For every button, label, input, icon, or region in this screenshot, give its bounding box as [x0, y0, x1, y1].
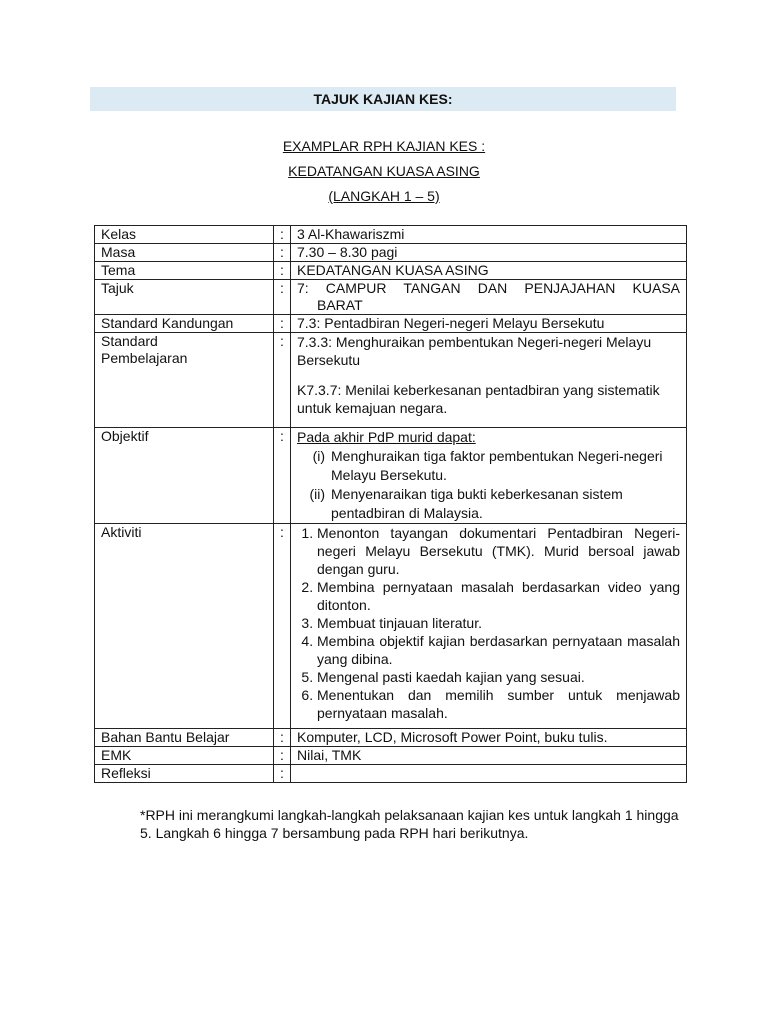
- label-standard-pembelajaran-line2: Pembelajaran: [101, 350, 188, 366]
- colon: :: [274, 524, 291, 729]
- row-aktiviti: [95, 524, 687, 729]
- value-kelas: 3 Al-Khawariszmi: [291, 226, 687, 244]
- label-standard-kandungan: Standard Kandungan: [95, 315, 274, 333]
- row-kelas: [95, 226, 687, 244]
- title-bar: [90, 87, 676, 111]
- list-item: [297, 447, 680, 485]
- colon: :: [274, 315, 291, 333]
- colon: :: [274, 280, 291, 315]
- label-standard-pembelajaran: [95, 333, 274, 428]
- row-emk: [95, 747, 687, 765]
- list-item: [297, 485, 680, 523]
- heading-line-2: KEDATANGAN KUASA ASING: [288, 163, 480, 179]
- row-standard-kandungan: [95, 315, 687, 333]
- label-masa: Masa: [95, 244, 274, 262]
- page-title: TAJUK KAJIAN KES:: [313, 91, 453, 107]
- list-item: 3. Membuat tinjauan literatur.: [317, 614, 680, 632]
- value-tema: KEDATANGAN KUASA ASING: [291, 262, 687, 280]
- label-refleksi: Refleksi: [95, 765, 274, 783]
- aktiviti-list: [297, 524, 680, 722]
- value-tajuk-line1: 7: CAMPUR TANGAN DAN PENJAJAHAN KUASA: [297, 280, 680, 296]
- list-item: 6. Menentukan dan memilih sumber untuk menjawab pernyataan masalah.: [317, 686, 680, 722]
- objektif-intro: Pada akhir PdP murid dapat:: [297, 429, 476, 445]
- list-item: 2. Membina pernyataan masalah berdasarkan video yang ditonton.: [317, 578, 680, 614]
- value-refleksi: [291, 765, 687, 783]
- value-masa: 7.30 – 8.30 pagi: [291, 244, 687, 262]
- value-tajuk-line2: BARAT: [317, 297, 363, 313]
- colon: :: [274, 428, 291, 524]
- heading-line-1: EXAMPLAR RPH KAJIAN KES :: [282, 138, 486, 154]
- colon: :: [274, 244, 291, 262]
- colon: :: [274, 262, 291, 280]
- list-marker: (i): [312, 448, 325, 464]
- colon: :: [274, 747, 291, 765]
- label-kelas: Kelas: [95, 226, 274, 244]
- colon: :: [274, 333, 291, 428]
- row-bahan-bantu-belajar: [95, 729, 687, 747]
- objektif-item-1: Menghuraikan tiga faktor pembentukan Negeri-negeri Melayu Bersekutu.: [331, 448, 663, 483]
- sp-item-2: K7.3.7: Menilai keberkesanan pentadbiran yang sistematik untuk kemajuan negara.: [297, 382, 660, 416]
- colon: :: [274, 226, 291, 244]
- colon: :: [274, 765, 291, 783]
- colon: :: [274, 729, 291, 747]
- label-objektif: Objektif: [95, 428, 274, 524]
- label-standard-pembelajaran-line1: Standard: [101, 333, 158, 349]
- value-standard-kandungan: 7.3: Pentadbiran Negeri-negeri Melayu Bersekutu: [291, 315, 687, 333]
- label-bahan-bantu-belajar: Bahan Bantu Belajar: [95, 729, 274, 747]
- heading-line-3: (LANGKAH 1 – 5): [328, 188, 440, 204]
- label-emk: EMK: [95, 747, 274, 765]
- row-tema: [95, 262, 687, 280]
- list-item: 1. Menonton tayangan dokumentari Pentadbiran Negeri-negeri Melayu Bersekutu (TMK). Murid bersoal jawab dengan guru.: [317, 524, 680, 578]
- row-objektif: [95, 428, 687, 524]
- value-standard-pembelajaran: [291, 333, 687, 428]
- row-standard-pembelajaran: [95, 333, 687, 428]
- value-bahan-bantu-belajar: Komputer, LCD, Microsoft Power Point, buku tulis.: [291, 729, 687, 747]
- value-tajuk: [291, 280, 687, 315]
- value-aktiviti: [291, 524, 687, 729]
- objektif-item-2: Menyenaraikan tiga bukti keberkesanan sistem pentadbiran di Malaysia.: [331, 486, 623, 521]
- rph-table: [94, 225, 687, 783]
- sp-item-1: 7.3.3: Menghuraikan pembentukan Negeri-negeri Melayu Bersekutu: [297, 334, 652, 368]
- label-tajuk: Tajuk: [95, 280, 274, 315]
- row-refleksi: [95, 765, 687, 783]
- row-tajuk: [95, 280, 687, 315]
- label-tema: Tema: [95, 262, 274, 280]
- row-masa: [95, 244, 687, 262]
- list-item: 4. Membina objektif kajian berdasarkan pernyataan masalah yang dibina.: [317, 632, 680, 668]
- label-aktiviti: Aktiviti: [95, 524, 274, 729]
- list-marker: (ii): [309, 486, 325, 502]
- footnote: *RPH ini merangkumi langkah-langkah pelaksanaan kajian kes untuk langkah 1 hingga 5. Langkah 6 hingga 7 bersambung pada RPH hari berikutnya.: [140, 807, 679, 841]
- list-item: 5. Mengenal pasti kaedah kajian yang sesuai.: [317, 668, 680, 686]
- value-emk: Nilai, TMK: [291, 747, 687, 765]
- value-objektif: [291, 428, 687, 524]
